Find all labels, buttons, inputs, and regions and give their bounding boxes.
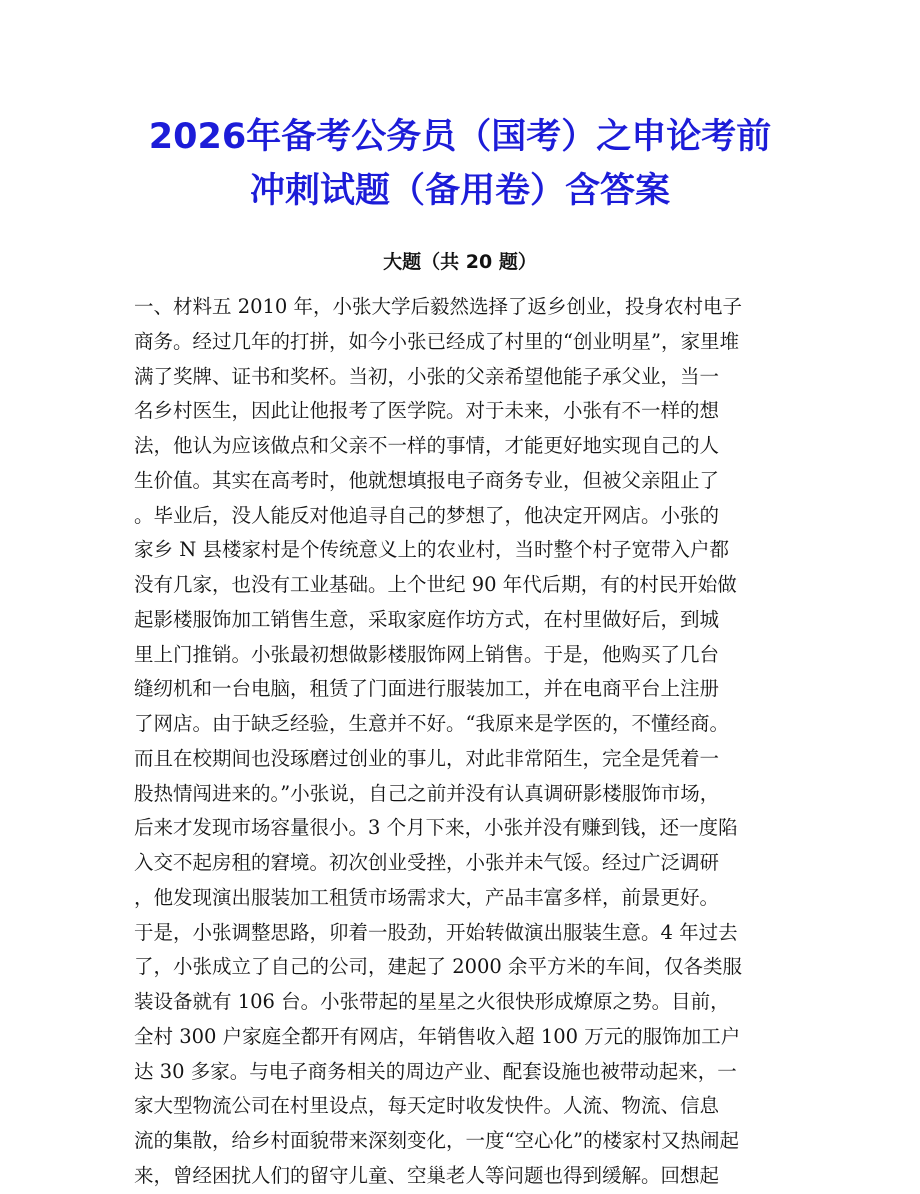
- body-line: 装设备就有 106 台。小张带起的星星之火很快形成燎原之势。目前，: [134, 990, 730, 1013]
- body-line: 缝纫机和一台电脑，租赁了门面进行服装加工，并在电商平台上注册: [134, 677, 720, 701]
- body-line: 满了奖牌、证书和奖杯。当初，小张的父亲希望他能子承父业，当一: [134, 364, 720, 388]
- body-line: 家乡 N 县楼家村是个传统意义上的农业村，当时整个村子宽带入户都: [134, 538, 729, 562]
- body-line: 来，曾经困扰人们的留守儿童、空巢老人等问题也得到缓解。回想起: [134, 1163, 720, 1187]
- body-line: 于是，小张调整思路，卯着一股劲，开始转做演出服装生意。4 年过去: [134, 920, 738, 944]
- body-line: 商务。经过几年的打拼，如今小张已经成了村里的“创业明星”，家里堆: [134, 329, 739, 353]
- body-line: 里上门推销。小张最初想做影楼服饰网上销售。于是，他购买了几台: [134, 642, 720, 666]
- body-line: 家大型物流公司在村里设点，每天定时收发快件。人流、物流、信息: [134, 1094, 720, 1118]
- body-line: 达 30 多家。与电子商务相关的周边产业、配套设施也被带动起来，一: [134, 1059, 737, 1083]
- body-line: ，他发现演出服装加工租赁市场需求大，产品丰富多样，前景更好。: [134, 885, 720, 909]
- body-line: 没有几家，也没有工业基础。上个世纪 90 年代后期，有的村民开始做: [134, 573, 737, 596]
- section-heading: 大题（共 20 题）: [383, 251, 537, 273]
- body-line: 起影楼服饰加工销售生意，采取家庭作坊方式，在村里做好后，到城: [134, 607, 720, 631]
- body-line: 。毕业后，没人能反对他追寻自己的梦想了，他决定开网店。小张的: [134, 503, 720, 527]
- title-line-1: 2026年备考公务员（国考）之申论考前: [148, 117, 772, 157]
- body-line: 法，他认为应该做点和父亲不一样的事情，才能更好地实现自己的人: [134, 434, 720, 457]
- body-line: 一、材料五 2010 年，小张大学后毅然选择了返乡创业，投身农村电子: [134, 295, 743, 318]
- body-line: 流的集散，给乡村面貌带来深刻变化，一度“空心化”的楼家村又热闹起: [134, 1129, 739, 1152]
- document-title: [60, 110, 860, 218]
- title-line-2: 冲刺试题（备用卷）含答案: [249, 171, 670, 211]
- body-line: 了，小张成立了自己的公司，建起了 2000 余平方米的车间，仅各类服: [134, 955, 743, 979]
- body-line: 后来才发现市场容量很小。3 个月下来，小张并没有赚到钱，还一度陷: [134, 816, 738, 840]
- body-line: 生价值。其实在高考时，他就想填报电子商务专业，但被父亲阻止了: [134, 468, 720, 492]
- body-line: 全村 300 户家庭全都开有网店，年销售收入超 100 万元的服饰加工户: [134, 1024, 741, 1048]
- body-line: 股热情闯进来的。”小张说，自己之前并没有认真调研影楼服饰市场，: [134, 781, 720, 805]
- body-line: 而且在校期间也没琢磨过创业的事儿，对此非常陌生，完全是凭着一: [134, 746, 720, 770]
- body-line: 了网店。由于缺乏经验，生意并不好。“我原来是学医的，不懂经商。: [134, 712, 729, 735]
- body-line: 入交不起房租的窘境。初次创业受挫，小张并未气馁。经过广泛调研: [134, 851, 720, 874]
- question-body: [134, 290, 794, 1194]
- body-line: 名乡村医生，因此让他报考了医学院。对于未来，小张有不一样的想: [134, 399, 720, 423]
